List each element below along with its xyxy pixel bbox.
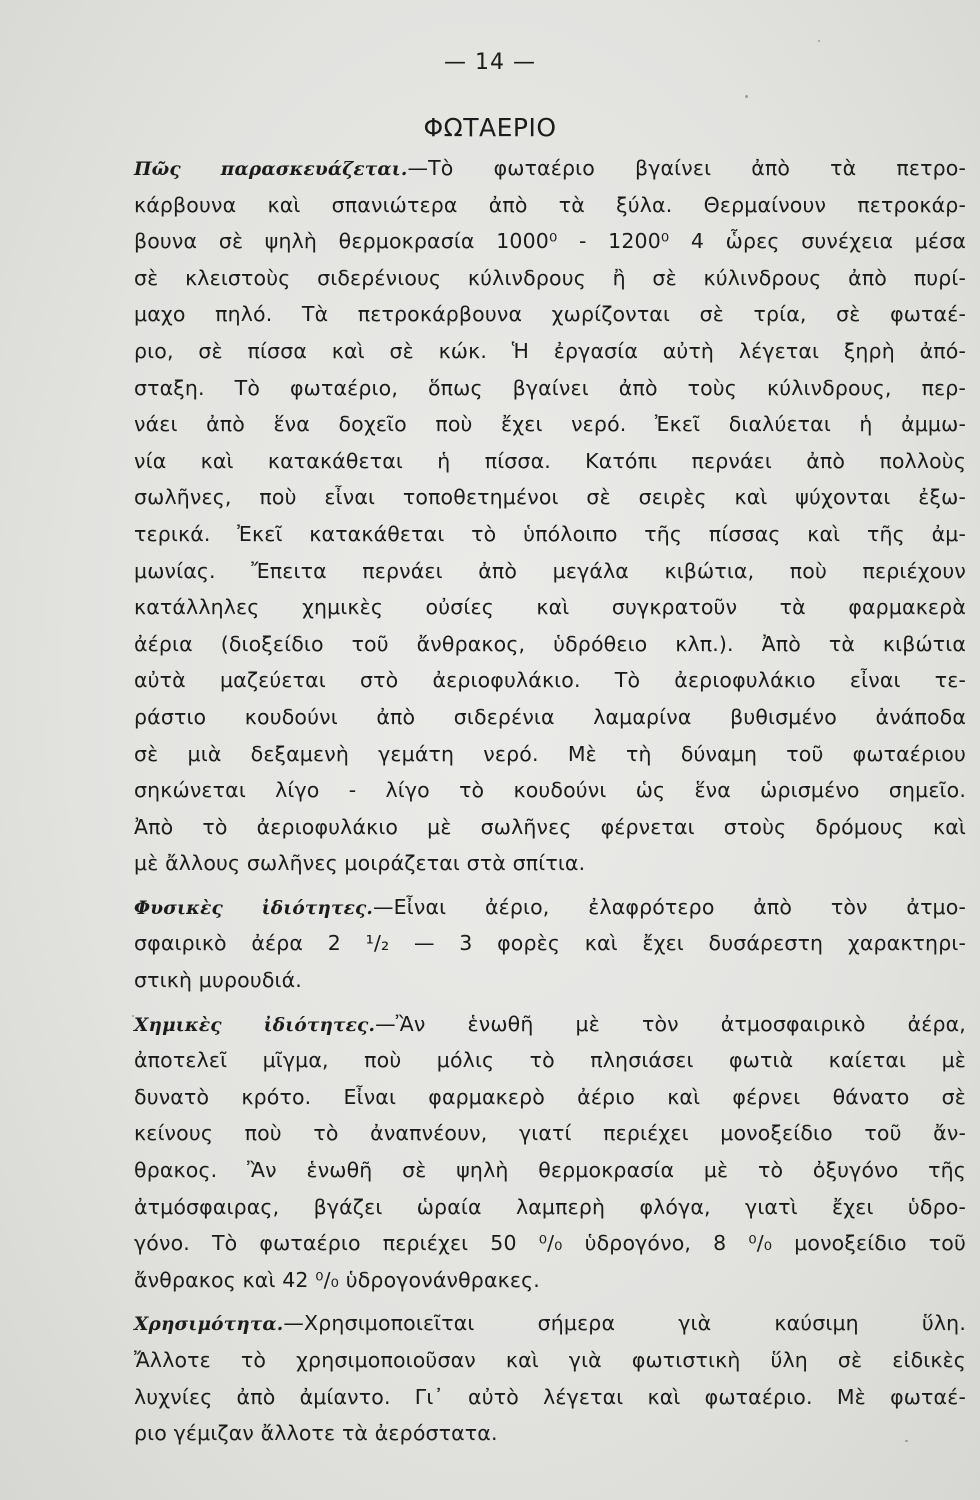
text-line: θρακος. Ἂν ἑνωθῆ σὲ ψηλὴ θερμοκρασία μὲ τὸ ὀξυγόνο τῆς (134, 1158, 966, 1183)
text-line: κάρβουνα καὶ σπανιώτερα ἀπὸ τὰ ξύλα. Θερμαίνουν πετροκάρ- (134, 192, 966, 217)
text-line: Ἄλλοτε τὸ χρησιμοποιοῦσαν καὶ γιὰ φωτιστικὴ ὕλη σὲ εἰδικὲς (134, 1348, 966, 1372)
text-line: ριο γέμιζαν ἄλλοτε τὰ ἀερόστατα. (134, 1421, 498, 1446)
scan-speck (905, 1440, 908, 1442)
text-line: βουνα σὲ ψηλὴ θερμοκρασία 1000⁰ - 1200⁰ 4 ὧρες συνέχεια μέσα (134, 229, 966, 254)
text-line: σὲ μιὰ δεξαμενὴ γεμάτη νερό. Μὲ τὴ δύναμη τοῦ φωταέριου (134, 741, 966, 766)
text-line: μωνίας. Ἔπειτα περνάει ἀπὸ μεγάλα κιβώτια, ποὺ περιέχουν (134, 558, 966, 583)
text-line: Χρησιμότητα.—Χρησιμοποιεῖται σήμερα γιὰ καύσιμη ὕλη. (134, 1311, 966, 1336)
text-line: κατάλληλες χημικὲς οὐσίες καὶ συγκρατοῦν τὰ φαρμακερὰ (134, 595, 966, 620)
text-line: τερικά. Ἐκεῖ κατακάθεται τὸ ὑπόλοιπο τῆς πίσσας καὶ τῆς ἀμ- (134, 521, 966, 546)
scan-speck (132, 1015, 134, 1017)
section-heading-chemical-properties: Χημικὲς ἰδιότητες. (134, 1014, 376, 1036)
text-line: σταξη. Τὸ φωταέριο, ὅπως βγαίνει ἀπὸ τοὺς κύλινδρους, περ- (134, 375, 966, 400)
text-line: σωλῆνες, ποὺ εἶναι τοποθετημένοι σὲ σειρὲς καὶ ψύχονται ἐξω- (134, 485, 966, 510)
text-line: σφαιρικὸ ἀέρα 2 ¹/₂ — 3 φορὲς καὶ ἔχει δυσάρεστη χαρακτηρι- (134, 931, 966, 956)
text-line: δυνατὸ κρότο. Εἶναι φαρμακερὸ ἀέριο καὶ φέρνει θάνατο σὲ (134, 1084, 966, 1109)
text-line: στικὴ μυρουδιά. (134, 968, 302, 993)
section-heading-preparation: Πῶς παρασκευάζεται. (134, 159, 408, 180)
text-line: Πῶς παρασκευάζεται.—Τὸ φωταέριο βγαίνει ἀπὸ τὰ πετρο- (134, 156, 966, 180)
text-line: ἀτμόσφαιρας, βγάζει ὡραία λαμπερὴ φλόγα, γιατὶ ἔχει ὑδρο- (134, 1194, 966, 1219)
text-line: κείνους ποὺ τὸ ἀναπνέουν, γιατί περιέχει μονοξείδιο τοῦ ἄν- (134, 1121, 966, 1146)
text-line: λυχνίες ἀπὸ ἀμίαντο. Γι᾽ αὐτὸ λέγεται καὶ φωταέριο. Μὲ φωταέ- (134, 1384, 966, 1409)
text-line: νία καὶ κατακάθεται ἡ πίσσα. Κατόπι περνάει ἀπὸ πολλοὺς (134, 448, 966, 473)
text-line: αὐτὰ μαζεύεται στὸ ἀεριοφυλάκιο. Τὸ ἀεριοφυλάκιο εἶναι τε- (134, 668, 966, 693)
text-line: σηκώνεται λίγο - λίγο τὸ κουδούνι ὡς ἕνα ὡρισμένο σημεῖο. (134, 778, 966, 803)
scan-speck (818, 40, 820, 42)
text-line: Φυσικὲς ἰδιότητες.—Εἶναι ἀέριο, ἐλαφρότερο ἀπὸ τὸν ἀτμο- (134, 894, 966, 919)
text-line: ράστιο κουδούνι ἀπὸ σιδερένια λαμαρίνα βυθισμένο ἀνάποδα (134, 704, 966, 729)
section-heading-usefulness: Χρησιμότητα. (134, 1314, 284, 1336)
text-line: Χημικὲς ἰδιότητες.—Ἂν ἑνωθῆ μὲ τὸν ἀτμοσφαιρικὸ ἀέρα, (134, 1011, 966, 1036)
text-line: σὲ κλειστοὺς σιδερένιους κύλινδρους ἢ σὲ κύλινδρους ἀπὸ πυρί- (134, 265, 966, 290)
section-heading-physical-properties: Φυσικὲς ἰδιότητες. (134, 897, 374, 919)
scan-speck (745, 95, 748, 98)
text-line: μὲ ἄλλους σωλῆνες μοιράζεται στὰ σπίτια. (134, 851, 586, 876)
text-line: ριο, σὲ πίσσα καὶ σὲ κώκ. Ἡ ἐργασία αὐτὴ λέγεται ξηρὴ ἀπό- (134, 338, 966, 363)
text-line: μαχο πηλό. Τὰ πετροκάρβουνα χωρίζονται σὲ τρία, σὲ φωταέ- (134, 302, 966, 327)
text-line: ἀποτελεῖ μῖγμα, ποὺ μόλις τὸ πλησιάσει φωτιὰ καίεται μὲ (134, 1048, 966, 1073)
page-number: — 14 — (444, 50, 536, 75)
page-title: ΦΩΤΑΕΡΙΟ (423, 113, 557, 142)
text-line: ἄνθρακος καὶ 42 ⁰/₀ ὑδρογονάνθρακες. (134, 1267, 540, 1292)
text-line: Ἀπὸ τὸ ἀεριοφυλάκιο μὲ σωλῆνες φέρνεται στοὺς δρόμους καὶ (134, 814, 966, 839)
text-line: γόνο. Τὸ φωταέριο περιέχει 50 ⁰/₀ ὑδρογόνο, 8 ⁰/₀ μονοξείδιο τοῦ (134, 1231, 966, 1256)
text-line: νάει ἀπὸ ἕνα δοχεῖο ποὺ ἔχει νερό. Ἐκεῖ διαλύεται ἡ ἀμμω- (134, 412, 966, 437)
body-text (134, 150, 966, 1452)
text-line: ἀέρια (διοξείδιο τοῦ ἄνθρακος, ὑδρόθειο κλπ.). Ἀπὸ τὰ κιβώτια (134, 631, 966, 656)
